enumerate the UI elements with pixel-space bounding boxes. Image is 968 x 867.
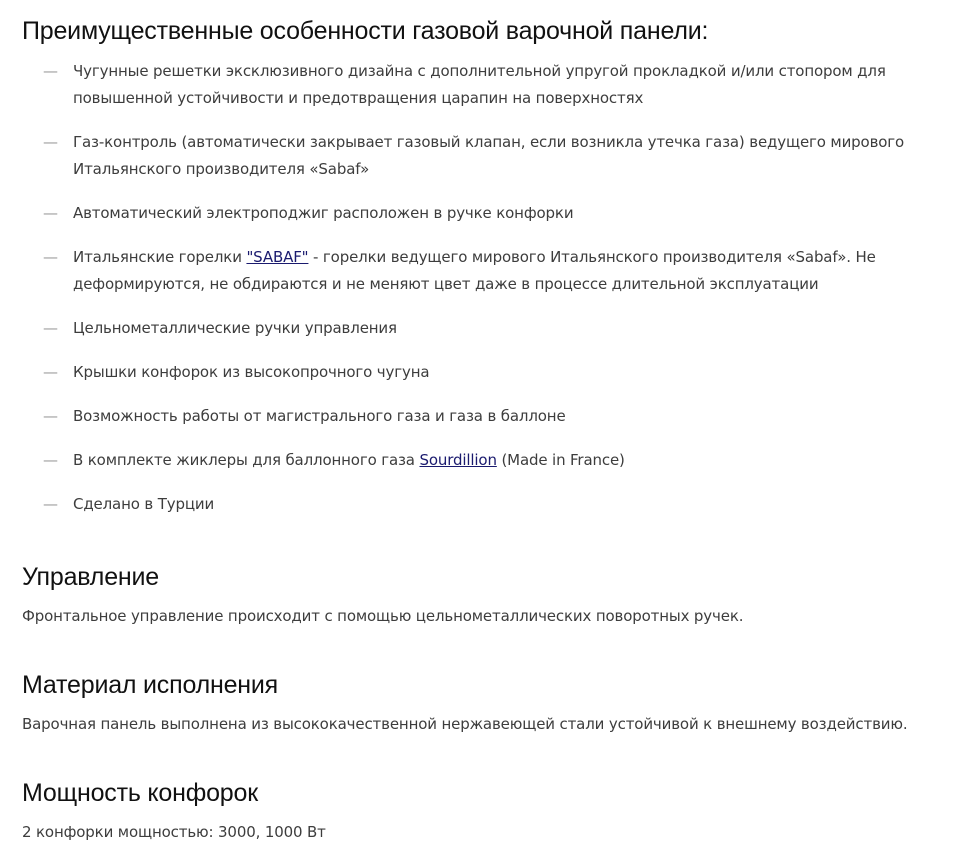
list-item [22, 491, 952, 518]
dash-bullet: — [43, 133, 58, 151]
feature-text: Возможность работы от магистрального газа и газа в баллоне [73, 407, 566, 425]
list-item [22, 403, 952, 430]
feature-text: Сделано в Турции [73, 495, 215, 513]
feature-text: Чугунные решетки эксклюзивного дизайна с дополнительной упругой прокладкой и/или стопором для повышенной устойчивости и предотвращения царапин на поверхностях [73, 62, 886, 107]
dash-bullet: — [43, 451, 58, 469]
sabaf-link[interactable]: "SABAF" [246, 248, 309, 266]
list-item [22, 315, 952, 342]
control-section [22, 562, 952, 626]
material-section [22, 670, 952, 734]
material-text: Варочная панель выполнена из высококачественной нержавеющей стали устойчивой к внешнему воздействию. [22, 715, 908, 733]
dash-bullet: — [43, 363, 58, 381]
list-item [22, 200, 952, 227]
material-heading: Материал исполнения [22, 671, 279, 699]
feature-text: Цельнометаллические ручки управления [73, 319, 397, 337]
list-item [22, 129, 952, 183]
dash-bullet: — [43, 319, 58, 337]
feature-text: Газ-контроль (автоматически закрывает газовый клапан, если возникла утечка газа) ведущего мирового Итальянского производителя «Sabaf» [73, 133, 905, 178]
dash-bullet: — [43, 248, 58, 266]
list-item [22, 447, 952, 474]
list-item [22, 244, 952, 298]
list-item [22, 58, 952, 112]
dash-bullet: — [43, 204, 58, 222]
control-text: Фронтальное управление происходит с помощью цельнометаллических поворотных ручек. [22, 607, 744, 625]
dash-bullet: — [43, 62, 58, 80]
feature-text: Автоматический электроподжиг расположен в ручке конфорки [73, 204, 574, 222]
features-heading: Преимущественные особенности газовой варочной панели: [22, 17, 709, 45]
feature-text-before: Итальянские горелки [73, 248, 247, 266]
feature-text: Крышки конфорок из высокопрочного чугуна [73, 363, 430, 381]
feature-text-before: В комплекте жиклеры для баллонного газа [73, 451, 420, 469]
sourdillion-link[interactable]: Sourdillion [419, 451, 497, 469]
features-list [22, 58, 952, 535]
dash-bullet: — [43, 407, 58, 425]
power-heading: Мощность конфорок [22, 779, 258, 807]
power-text: 2 конфорки мощностью: 3000, 1000 Вт [22, 823, 326, 841]
control-heading: Управление [22, 563, 159, 591]
list-item [22, 359, 952, 386]
power-section [22, 778, 952, 842]
feature-text-after: - горелки ведущего мирового Итальянского производителя «Sabaf». Не деформируются, не обдираются и не меняют цвет даже в процессе длительной эксплуатации [73, 248, 876, 293]
dash-bullet: — [43, 495, 58, 513]
feature-text-after: (Made in France) [496, 451, 625, 469]
